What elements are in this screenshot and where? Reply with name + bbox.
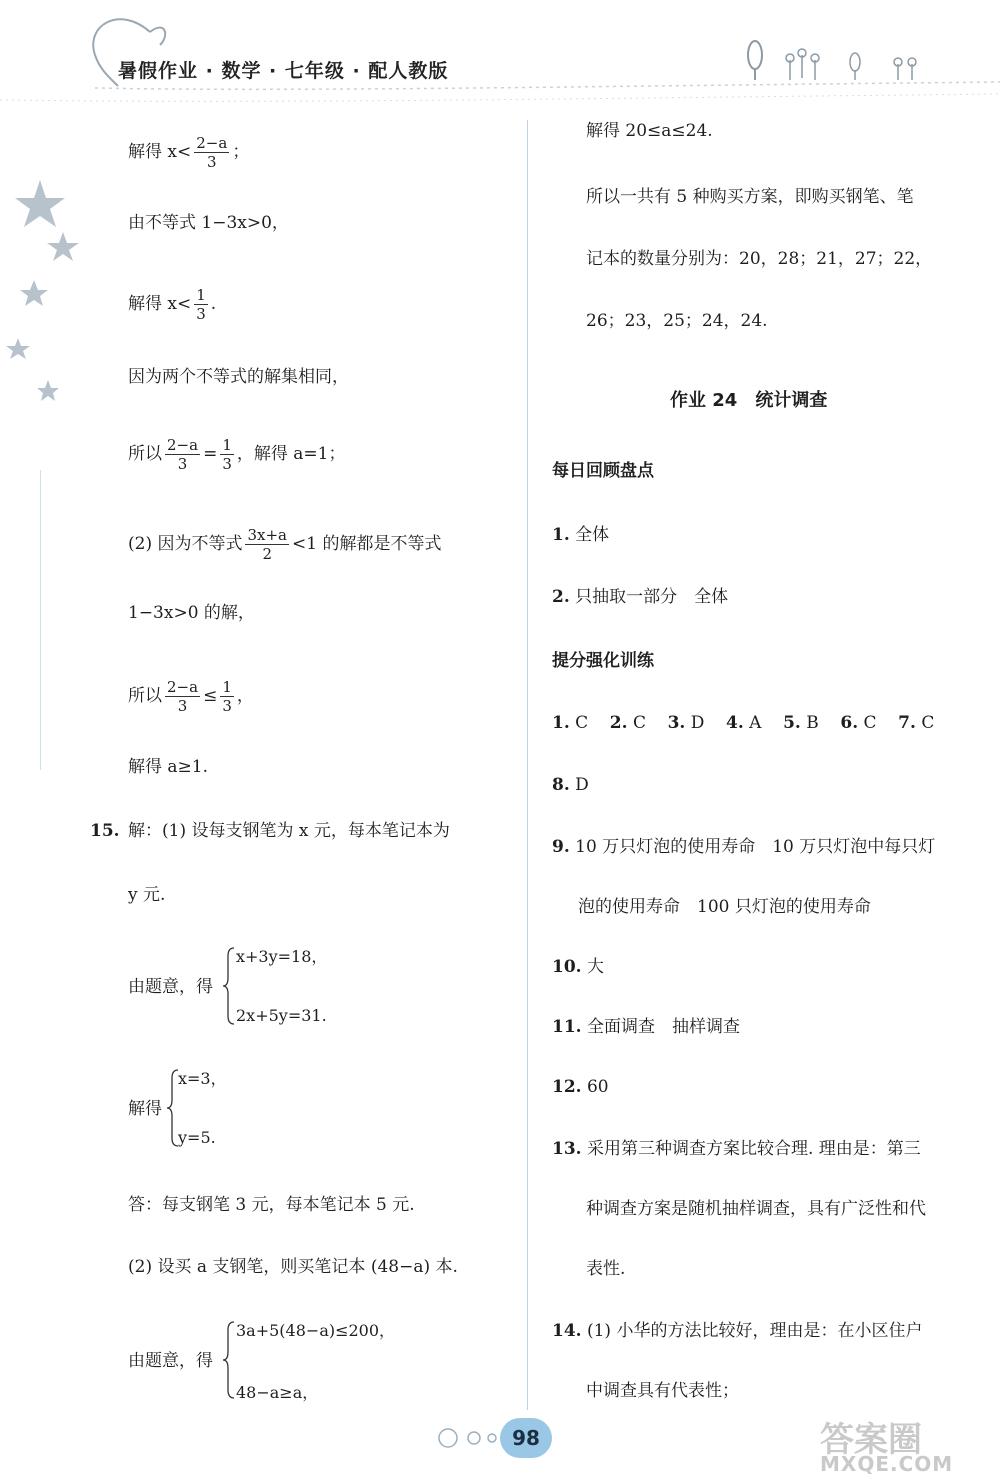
equation-2a: x=3， (178, 1069, 227, 1088)
star-icon (20, 280, 48, 306)
line-solve-x-2: 解得 x< $\frac{1}{3}$ . (128, 286, 217, 323)
answer-14-cont: 中调查具有代表性； (586, 1381, 739, 1401)
mc-item: 2. C (609, 713, 646, 733)
line-q15-intro: 解：(1) 设每支钢笔为 x 元，每本笔记本为 (128, 821, 450, 841)
page-header (0, 0, 1000, 110)
section-title: 作业 24 统计调查 (670, 390, 828, 411)
brace-icon (222, 1320, 236, 1400)
line-plans-3: 26；23，25；24，24. (586, 311, 768, 331)
fraction: $\frac{1}{3}$ (222, 678, 232, 715)
fraction: $\frac{2-a}{3}$ (196, 134, 228, 171)
fraction: $\frac{1}{3}$ (222, 436, 232, 473)
mc-item: 7. C (898, 713, 935, 733)
mc-item: 3. D (667, 713, 705, 733)
subheading-training: 提分强化训练 (552, 651, 654, 671)
answer-12: 12. 60 (552, 1077, 609, 1097)
line-solve-system: 解得 (128, 1099, 162, 1119)
line-plans-1: 所以一共有 5 种购买方案，即购买钢笔、笔 (586, 187, 914, 207)
star-icon (37, 380, 59, 401)
margin-line (40, 470, 41, 770)
line-solve-x: 解得 x< $\frac{2-a}{3}$ ； (128, 134, 250, 171)
inequality-3a: 3a+5(48−a)≤200， (236, 1321, 396, 1340)
header-title: 暑假作业 · 数学 · 七年级 · 配人教版 (118, 60, 449, 82)
answer-11: 11. 全面调查 抽样调查 (552, 1017, 740, 1037)
line-solve-range: 解得 20≤a≤24. (586, 121, 713, 141)
line-therefore-le: 所以 $\frac{2-a}{3}$ ≤ $\frac{1}{3}$ ， (128, 678, 254, 715)
equation-1b: 2x+5y=31. (236, 1006, 327, 1025)
fraction: $\frac{3x+a}{2}$ (247, 526, 287, 563)
star-icon (15, 180, 65, 227)
fraction: $\frac{2-a}{3}$ (167, 436, 199, 473)
answer-14: 14. (1) 小华的方法比较好，理由是：在小区住户 (552, 1321, 923, 1341)
line-part2-setup: (2) 设买 a 支钢笔，则买笔记本 (48−a) 本. (128, 1257, 458, 1277)
answer-13: 13. 采用第三种调查方案比较合理. 理由是：第三 (552, 1139, 921, 1159)
line-answer: 答：每支钢笔 3 元，每本笔记本 5 元. (128, 1195, 415, 1215)
footer-dots (430, 1424, 510, 1454)
answer-9-cont: 泡的使用寿命 100 只灯泡的使用寿命 (578, 897, 871, 917)
brace-icon (222, 946, 236, 1026)
star-icon (6, 338, 30, 359)
line-therefore-a: 所以 $\frac{2-a}{3}$ = $\frac{1}{3}$ ，解得 a=1； (128, 436, 346, 473)
line-q15-y: y 元. (128, 885, 166, 905)
page-number: 98 (500, 1418, 552, 1458)
subheading-daily-review: 每日回顾盘点 (552, 461, 654, 481)
line-reason: 因为两个不等式的解集相同， (128, 367, 349, 387)
mc-item: 4. A (726, 713, 762, 733)
mc-item: 1. C (552, 713, 589, 733)
line-solve-a: 解得 a≥1. (128, 757, 209, 777)
answer-13-cont1: 种调查方案是随机抽样调查，具有广泛性和代 (586, 1199, 926, 1219)
fraction: $\frac{2-a}{3}$ (167, 678, 199, 715)
question-number-15: 15. (90, 821, 120, 841)
line-plans-2: 记本的数量分别为：20，28；21，27；22， (586, 249, 933, 269)
answer-13-cont2: 表性. (586, 1259, 626, 1279)
fraction: $\frac{1}{3}$ (196, 286, 206, 323)
inequality-3b: 48−a≥a， (236, 1383, 319, 1402)
watermark-url: MXQE.COM (820, 1452, 954, 1476)
answer-1: 1. 全体 (552, 525, 610, 545)
answer-9: 9. 10 万只灯泡的使用寿命 10 万只灯泡中每只灯 (552, 837, 936, 857)
equation-2b: y=5. (178, 1128, 216, 1147)
mc-answers (552, 712, 934, 734)
line-inequality: 由不等式 1−3x>0， (128, 213, 289, 233)
header-decoration (0, 0, 1000, 110)
mc-item: 6. C (840, 713, 877, 733)
equation-1a: x+3y=18， (236, 947, 328, 966)
line-by-problem-2: 由题意，得 (128, 1351, 213, 1371)
answer-10: 10. 大 (552, 957, 604, 977)
star-icon (47, 232, 79, 261)
line-part2: (2) 因为不等式 $\frac{3x+a}{2}$ <1 的解都是不等式 (128, 526, 442, 563)
column-divider (527, 120, 528, 1410)
watermark-logo: 答案圈 (820, 1420, 922, 1460)
line-solution-of: 1−3x>0 的解， (128, 603, 255, 623)
mc-item: 5. B (783, 713, 819, 733)
answer-8: 8. D (552, 775, 589, 795)
answer-2: 2. 只抽取一部分 全体 (552, 587, 729, 607)
line-by-problem: 由题意，得 (128, 977, 213, 997)
